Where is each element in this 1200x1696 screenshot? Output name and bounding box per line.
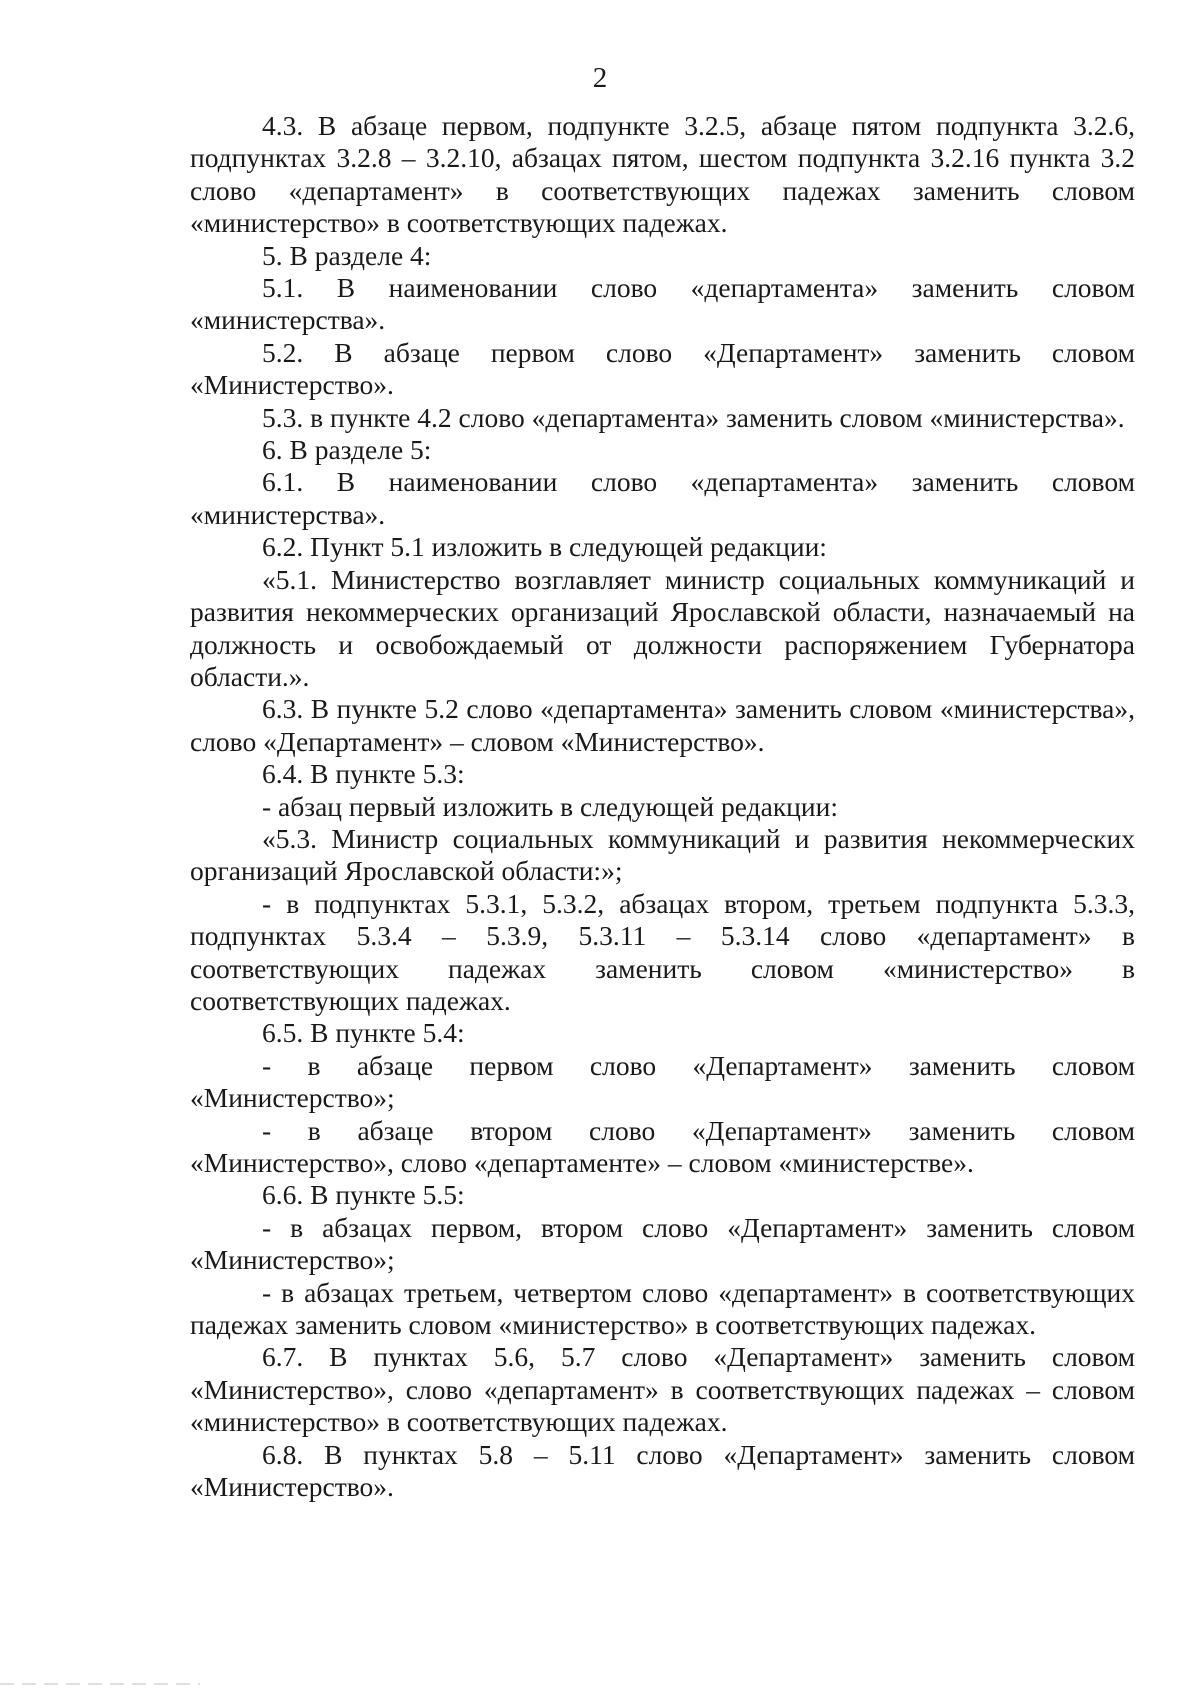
paragraph-6: 6. В разделе 5: (262, 434, 432, 466)
paragraph-4-3: 4.3. В абзаце первом, подпункте 3.2.5, абзаце пятом подпункта 3.2.6, подпунктах 3.2.8 – 3.2.10, абзацах пятом, шестом подпункта 3.2.16 пункта 3.2 слово «департамент» в соответствующих падежах заменить словом «министерство» в соответствующих падежах. (190, 110, 1135, 239)
paragraph-5-3: 5.3. в пункте 4.2 слово «департамента» заменить словом «министерства». (262, 401, 1125, 433)
page-number: 2 (592, 62, 608, 94)
paragraph-6-5-item-2: - в абзаце втором слово «Департамент» заменить словом «Министерство», слово «департаменте» – словом «министерстве». (190, 1114, 1135, 1178)
scan-edge-mark (0, 1683, 200, 1685)
paragraph-6-4-item-1: - абзац первый изложить в следующей редакции: (262, 790, 838, 822)
paragraph-5-1: 5.1. В наименовании слово «департамента» заменить словом «министерства». (190, 272, 1135, 336)
paragraph-6-8: 6.8. В пунктах 5.8 – 5.11 слово «Департамент» заменить словом «Министерство». (190, 1438, 1135, 1503)
paragraph-6-5: 6.5. В пункте 5.4: (262, 1017, 465, 1049)
paragraph-5: 5. В разделе 4: (262, 239, 432, 271)
paragraph-6-7: 6.7. В пунктах 5.6, 5.7 слово «Департамент» заменить словом «Министерство», слово «департамент» в соответствующих падежах – словом «министерство» в соответствующих падежах. (190, 1341, 1135, 1438)
paragraph-6-1: 6.1. В наименовании слово «департамента» заменить словом «министерства». (190, 466, 1135, 530)
paragraph-6-4-quote: «5.3. Министр социальных коммуникаций и развития некоммерческих организаций Ярославской области:»; (190, 822, 1135, 887)
paragraph-6-6-item-2: - в абзацах третьем, четвертом слово «департамент» в соответствующих падежах заменить словом «министерство» в соответствующих падежах. (190, 1276, 1135, 1341)
paragraph-6-3: 6.3. В пункте 5.2 слово «департамента» заменить словом «министерства», слово «Департамент» – словом «Министерство». (190, 693, 1135, 757)
paragraph-6-5-item-1: - в абзаце первом слово «Департамент» заменить словом «Министерство»; (190, 1049, 1135, 1114)
paragraph-6-2: 6.2. Пункт 5.1 изложить в следующей редакции: (262, 531, 827, 563)
paragraph-6-4-item-2: - в подпунктах 5.3.1, 5.3.2, абзацах втором, третьем подпункта 5.3.3, подпунктах 5.3.4 – 5.3.9, 5.3.11 – 5.3.14 слово «департамент» в соответствующих падежах заменить словом «министерство» в соответствующих падежах. (190, 887, 1135, 1016)
paragraph-6-4: 6.4. В пункте 5.3: (262, 758, 465, 790)
paragraph-6-6: 6.6. В пункте 5.5: (262, 1179, 465, 1211)
paragraph-6-2-quote: «5.1. Министерство возглавляет министр социальных коммуникаций и развития некоммерческих организаций Ярославской области, назначаемый на должность и освобождаемый от должности распоряжением Губернатора области.». (190, 563, 1135, 692)
paragraph-5-2: 5.2. В абзаце первом слово «Департамент» заменить словом «Министерство». (190, 336, 1135, 401)
paragraph-6-6-item-1: - в абзацах первом, втором слово «Департамент» заменить словом «Министерство»; (190, 1211, 1135, 1276)
document-body (190, 110, 1135, 1503)
